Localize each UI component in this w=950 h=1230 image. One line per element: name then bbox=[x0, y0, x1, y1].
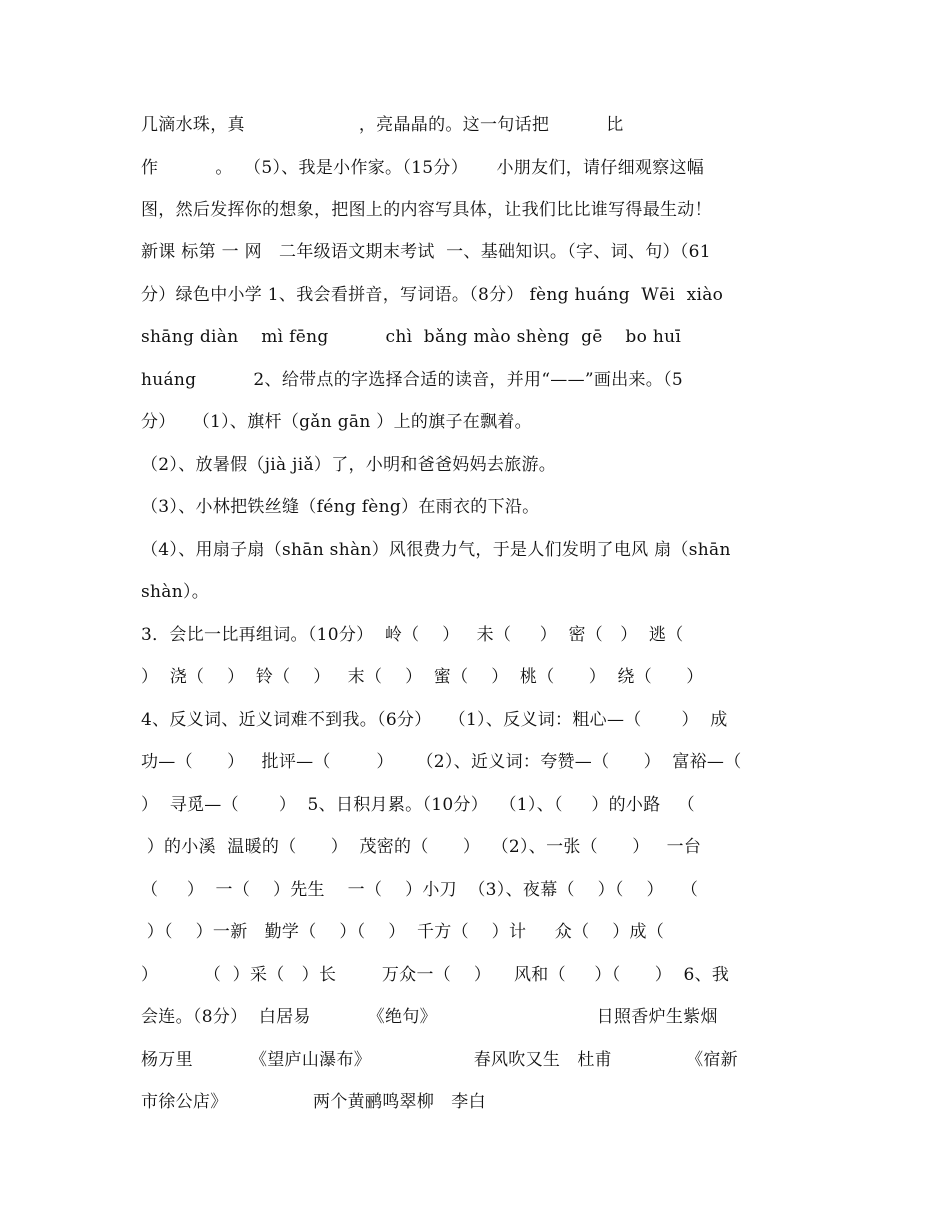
text-line-9: （2）、放暑假（jià jiǎ）了，小明和爸爸妈妈去旅游。 bbox=[141, 455, 557, 475]
text-line-6: shāng diàn mì fēng chì bǎng mào shèng gē bo huī bbox=[141, 327, 682, 347]
text-line-17: ） 寻觅—（ ） 5、日积月累。（10分） （1）、（ ）的小路 （ bbox=[141, 795, 695, 815]
text-line-10: （3）、小林把铁丝缝（féng fèng）在雨衣的下沿。 bbox=[141, 497, 540, 517]
text-line-11: （4）、用扇子扇（shān shàn）风很费力气，于是人们发明了电风 扇（shān bbox=[141, 540, 731, 560]
text-line-1: 几滴水珠，真 ，亮晶晶的。这一句话把 比 bbox=[141, 115, 624, 135]
text-line-14: ） 浇（ ） 铃（ ） 末（ ） 蜜（ ） 桃（ ） 绕（ ） bbox=[141, 667, 704, 687]
text-line-7: huáng 2、给带点的字选择合适的读音，并用“——”画出来。（5 bbox=[141, 370, 684, 390]
text-line-5: 分）绿色中小学 1、我会看拼音，写词语。（8分） fèng huáng Wēi xiào bbox=[141, 285, 724, 305]
text-line-16: 功—（ ） 批评—（ ） （2）、近义词：夸赞—（ ） 富裕—（ bbox=[141, 752, 742, 772]
text-line-4: 新课 标第 一 网 二年级语文期末考试 一、基础知识。（字、词、句）（61 bbox=[141, 242, 711, 262]
text-line-12: shàn）。 bbox=[141, 582, 210, 602]
text-line-2: 作 。 （5）、我是小作家。（15分） 小朋友们，请仔细观察这幅 bbox=[141, 158, 705, 178]
text-line-22: 会连。（8分） 白居易 《绝句》 日照香炉生紫烟 bbox=[141, 1007, 718, 1027]
text-line-24: 市徐公店》 两个黄鹂鸣翠柳 李白 bbox=[141, 1092, 486, 1112]
text-line-23: 杨万里 《望庐山瀑布》 春风吹又生 杜甫 《宿新 bbox=[141, 1050, 738, 1070]
text-line-19: （ ） 一（ ）先生 一（ ）小刀 （3）、夜幕（ ）（ ） （ bbox=[141, 880, 699, 900]
text-line-3: 图，然后发挥你的想象，把图上的内容写具体，让我们比比谁写得最生动！ bbox=[141, 200, 712, 220]
text-line-15: 4、反义词、近义词难不到我。（6分） （1）、反义词：粗心—（ ） 成 bbox=[141, 710, 728, 730]
text-line-21: ） （ ）采（ ）长 万众一（ ） 风和（ ）（ ） 6、我 bbox=[141, 965, 730, 985]
text-line-20: ）（ ）一新 勤学（ ）（ ） 千方（ ）计 众（ ）成（ bbox=[141, 922, 665, 942]
text-line-18: ）的小溪 温暖的（ ） 茂密的（ ） （2）、一张（ ） 一台 bbox=[141, 837, 702, 857]
text-line-13: 3．会比一比再组词。（10分） 岭（ ） 未（ ） 密（ ） 逃（ bbox=[141, 625, 684, 645]
text-line-8: 分） （1）、旗杆（gǎn gān ）上的旗子在飘着。 bbox=[141, 412, 532, 432]
